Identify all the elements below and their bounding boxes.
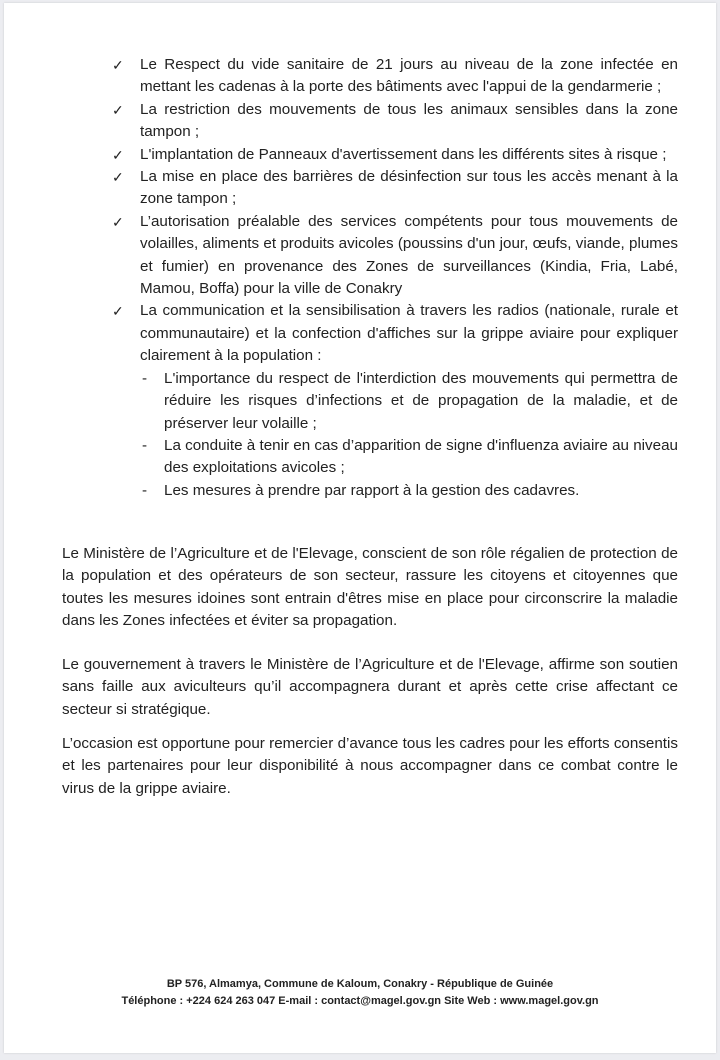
- footer-address: BP 576, Almamya, Commune de Kaloum, Conakry - République de Guinée: [166, 978, 554, 990]
- checkmark-icon: ✓: [112, 213, 124, 230]
- paragraph-government-support: Le gouvernement à travers le Ministère de l’Agriculture et de l'Elevage, affirme son soutien sans faille aux aviculteurs qu’il accompagnera durant et après cette crise affectant ce secteur si stratégique.: [62, 656, 678, 718]
- measure-text: L’autorisation préalable des services compétents pour tous mouvements de volailles, aliments et produits avicoles (poussins d'un jour, œufs, viande, plumes et fumier) en provenance des Zones de surveillances (Kindia, Fria, Labé, Mamou, Boffa) pour la ville de Conakry: [140, 212, 678, 298]
- measure-item: [112, 54, 678, 99]
- footer-contact: Téléphone : +224 624 263 047 E-mail : contact@magel.gov.gn Site Web : www.magel.gov.gn: [121, 995, 599, 1007]
- measure-item: [112, 99, 678, 144]
- dash-bullet-icon: -: [142, 436, 148, 454]
- sub-points-list: [140, 368, 678, 502]
- measure-text: L'implantation de Panneaux d'avertissement dans les différents sites à risque ;: [140, 145, 667, 163]
- sub-point-text: La conduite à tenir en cas d’apparition de signe d'influenza aviaire au niveau des exploitations avicoles ;: [164, 436, 678, 477]
- sub-point-text: L'importance du respect de l'interdiction des mouvements qui permettra de réduire les risques d’infections et de propagation de la maladie, et de préserver leur volaille ;: [164, 369, 678, 432]
- measure-item: [112, 300, 678, 502]
- sub-point-item: [112, 435, 678, 480]
- dash-bullet-icon: -: [142, 481, 148, 499]
- paragraph-thanks: L’occasion est opportune pour remercier d’avance tous les cadres pour les efforts consentis et les partenaires pour leur disponibilité à nous accompagner dans ce combat contre le virus de la grippe aviaire.: [62, 735, 678, 797]
- measure-text: La restriction des mouvements de tous les animaux sensibles dans la zone tampon ;: [140, 100, 678, 141]
- checkmark-icon: ✓: [112, 169, 124, 186]
- sub-point-item: [112, 368, 678, 435]
- measure-item: [112, 211, 678, 301]
- measure-item: [112, 166, 678, 211]
- checkmark-icon: ✓: [112, 146, 124, 163]
- measure-item: [112, 144, 678, 166]
- measure-text: La communication et la sensibilisation à travers les radios (nationale, rurale et communautaire) et la confection d'affiches sur la grippe aviaire pour expliquer clairement à la population :: [140, 302, 678, 365]
- measure-text: La mise en place des barrières de désinfection sur tous les accès menant à la zone tampon ;: [140, 168, 678, 208]
- checkmark-icon: ✓: [112, 101, 124, 118]
- dash-bullet-icon: -: [142, 369, 148, 387]
- sub-point-text: Les mesures à prendre par rapport à la gestion des cadavres.: [164, 481, 580, 499]
- checkmark-icon: ✓: [112, 57, 124, 73]
- checkmark-icon: ✓: [112, 303, 124, 320]
- paragraph-ministry-reassurance: Le Ministère de l’Agriculture et de l'Elevage, conscient de son rôle régalien de protection de la population et des opérateurs de son secteur, rassure les citoyens et citoyennes que toutes les mesures idoines sont entrain d'êtres mise en place pour circonscrire la maladie dans les Zones infectées et éviter sa propagation.: [62, 545, 678, 630]
- measure-text: Le Respect du vide sanitaire de 21 jours au niveau de la zone infectée en mettant les cadenas à la porte des bâtiments avec l'appui de la gendarmerie ;: [140, 56, 678, 96]
- document-page: [4, 3, 716, 1053]
- sub-point-item: [112, 480, 678, 502]
- measures-list: [112, 54, 678, 502]
